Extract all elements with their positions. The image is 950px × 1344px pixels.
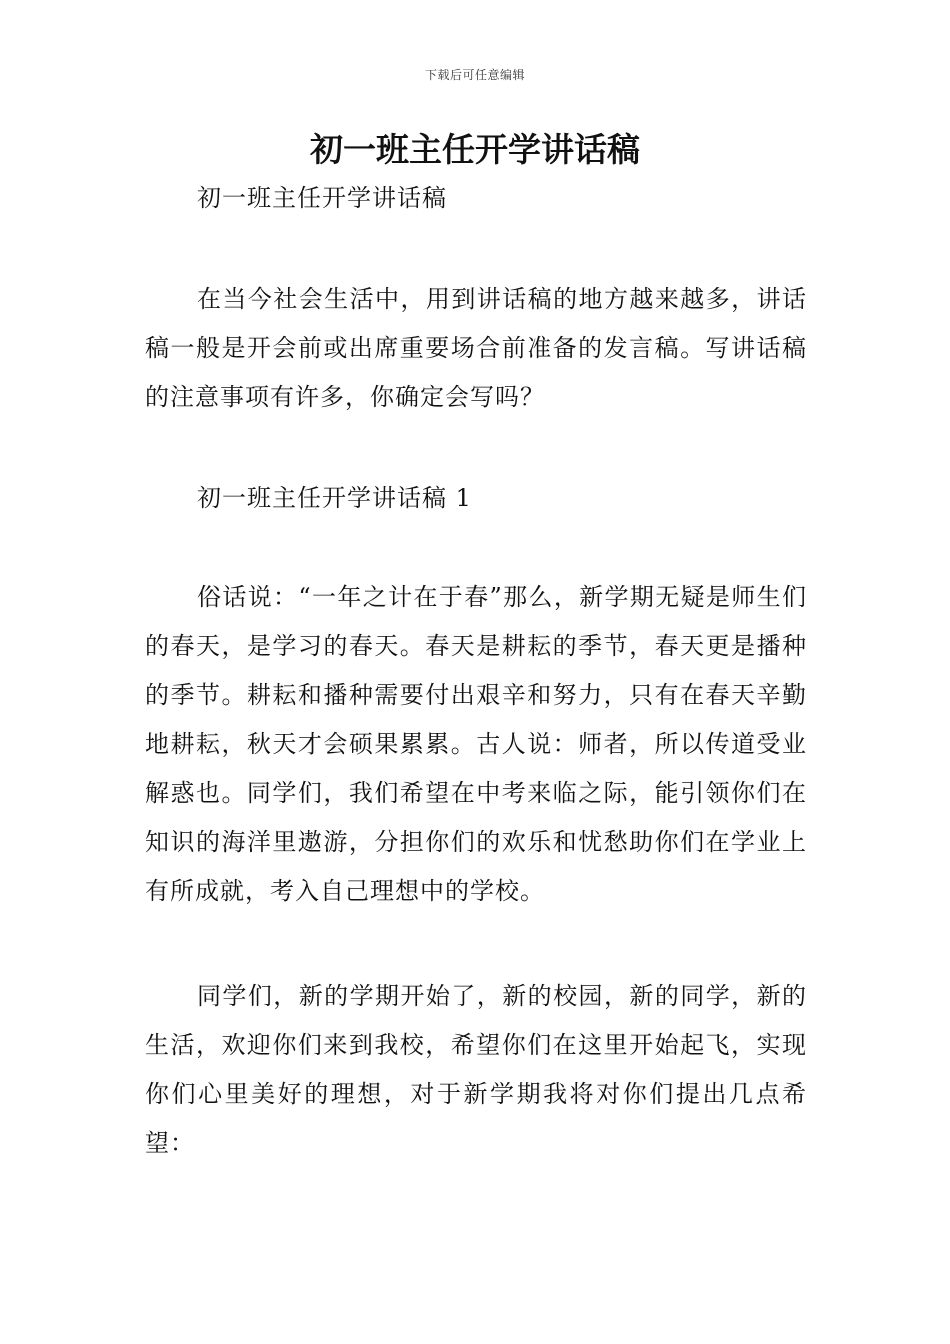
document-title: 初一班主任开学讲话稿	[310, 130, 640, 169]
intro-paragraph: 在当今社会生活中，用到讲话稿的地方越来越多，讲话稿一般是开会前或出席重要场合前准备的发言稿。写讲话稿的注意事项有许多，你确定会写吗？	[145, 285, 807, 411]
body-paragraph: 俗话说：“一年之计在于春”那么，新学期无疑是师生们的春天，是学习的春天。春天是耕耘的季节，春天更是播种的季节。耕耘和播种需要付出艰辛和努力，只有在春天辛勤地耕耘，秋天才会硕果累累。古人说：师者，所以传道受业解惑也。同学们，我们希望在中考来临之际，能引领你们在知识的海洋里遨游，分担你们的欢乐和忧愁助你们在学业上有所成就，考入自己理想中的学校。	[145, 583, 807, 905]
document-subtitle: 初一班主任开学讲话稿	[197, 184, 447, 212]
body-paragraph: 同学们，新的学期开始了，新的校园，新的同学，新的生活，欢迎你们来到我校，希望你们在这里开始起飞，实现你们心里美好的理想，对于新学期我将对你们提出几点希望：	[145, 982, 807, 1157]
section-heading: 初一班主任开学讲话稿 1	[197, 484, 472, 512]
header-note: 下载后可任意编辑	[424, 68, 525, 82]
